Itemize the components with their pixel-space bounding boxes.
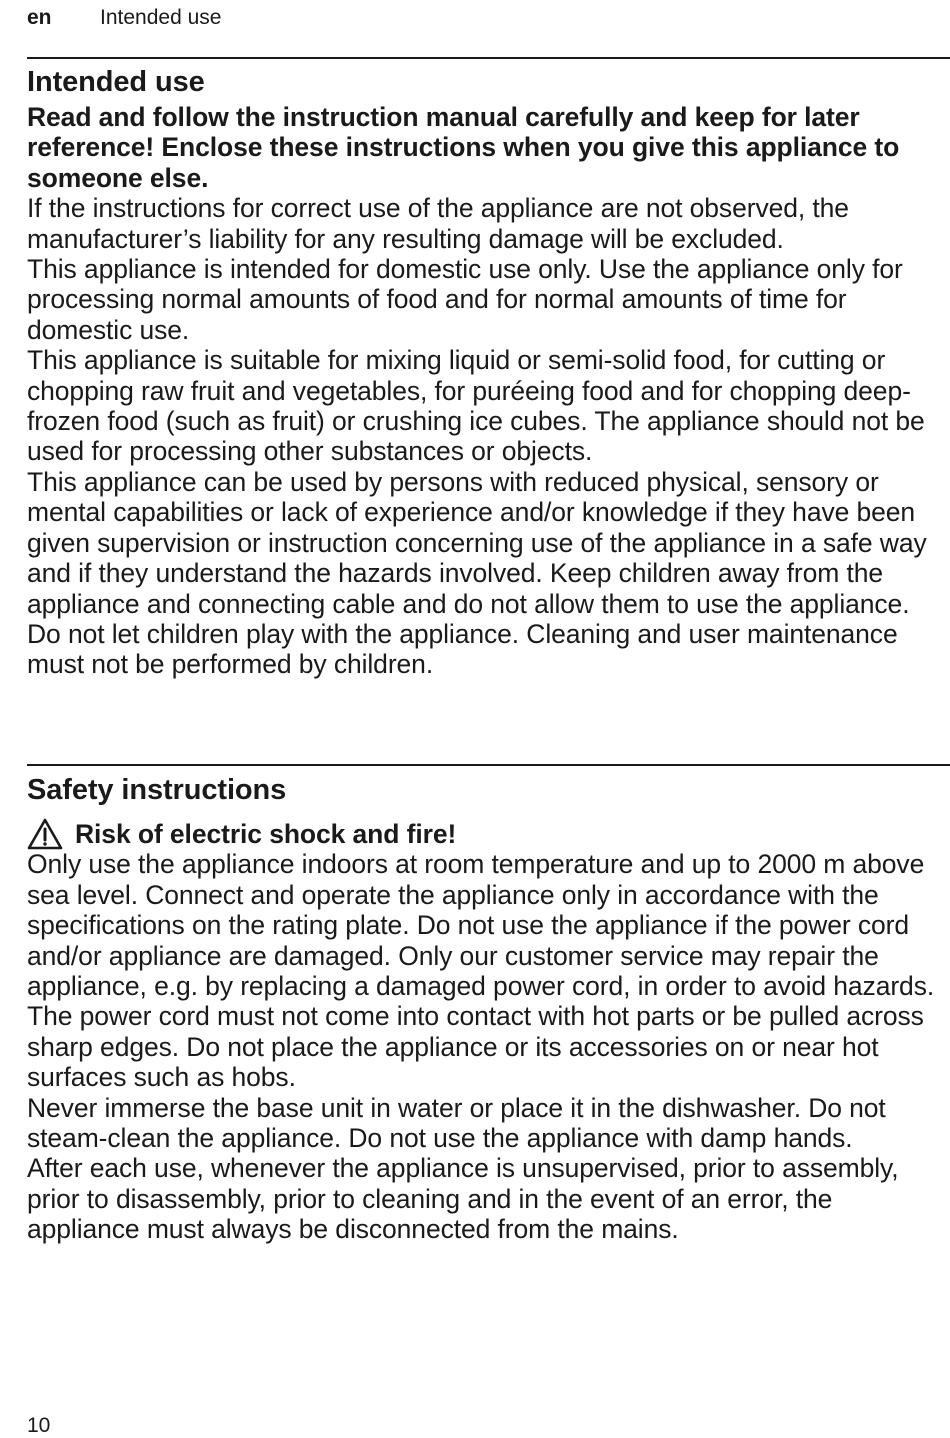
section-title: Intended use xyxy=(27,66,205,98)
paragraph: This appliance can be used by persons with reduced physical, sensory or mental capabilities or lack of experience and/or knowledge if they have been given supervision or instruction concerning use of the appliance in a safe way and if they understand the hazards involved. Keep children away from the appliance and connecting cable and do not allow them to use the appliance. Do not let children play with the appliance. Cleaning and user maintenance must not be performed by children. xyxy=(27,466,927,680)
warning-title: Risk of electric shock and fire! xyxy=(75,819,457,849)
paragraph: This appliance is intended for domestic use only. Use the appliance only for processing normal amounts of food and for normal amounts of time for domestic use. xyxy=(27,254,903,345)
paragraph: Only use the appliance indoors at room temperature and up to 2000 m above sea level. Connect and operate the appliance only in accordance with the specifications on the rating plate. Do not use the appliance if the power cord and/or appliance are damaged. Only our customer service may repair the appliance, e.g. by replacing a damaged power cord, in order to avoid hazards. The power cord must not come into contact with hot parts or be pulled across sharp edges. Do not place the appliance or its accessories on or near hot surfaces such as hobs. xyxy=(27,849,935,1093)
section-divider xyxy=(27,57,950,59)
intended-use-section xyxy=(27,66,950,680)
safety-instructions-section xyxy=(27,774,950,1245)
language-code: en xyxy=(27,6,52,29)
bold-intro: Read and follow the instruction manual carefully and keep for later reference! Enclose these instructions when you give this appliance to someone else. xyxy=(27,102,900,193)
paragraph: If the instructions for correct use of the appliance are not observed, the manufacturer’s liability for any resulting damage will be excluded. xyxy=(27,193,849,254)
section-title: Safety instructions xyxy=(27,774,287,806)
section-divider xyxy=(27,764,950,766)
page-number: 10 xyxy=(27,1414,51,1437)
running-header-section: Intended use xyxy=(100,6,222,29)
running-header xyxy=(27,5,221,31)
warning-triangle-icon xyxy=(27,818,63,850)
warning-heading xyxy=(27,819,950,849)
paragraph: This appliance is suitable for mixing liquid or semi-solid food, for cutting or chopping raw fruit and vegetables, for puréeing food and for chopping deep-frozen food (such as fruit) or crushing ice cubes. The appliance should not be used for processing other substances or objects. xyxy=(27,345,925,467)
paragraph: Never immerse the base unit in water or place it in the dishwasher. Do not steam-clean the appliance. Do not use the appliance with damp hands. xyxy=(27,1092,886,1154)
paragraph: After each use, whenever the appliance is unsupervised, prior to assembly, prior to disassembly, prior to cleaning and in the event of an error, the appliance must always be disconnected from the mains. xyxy=(27,1153,899,1245)
